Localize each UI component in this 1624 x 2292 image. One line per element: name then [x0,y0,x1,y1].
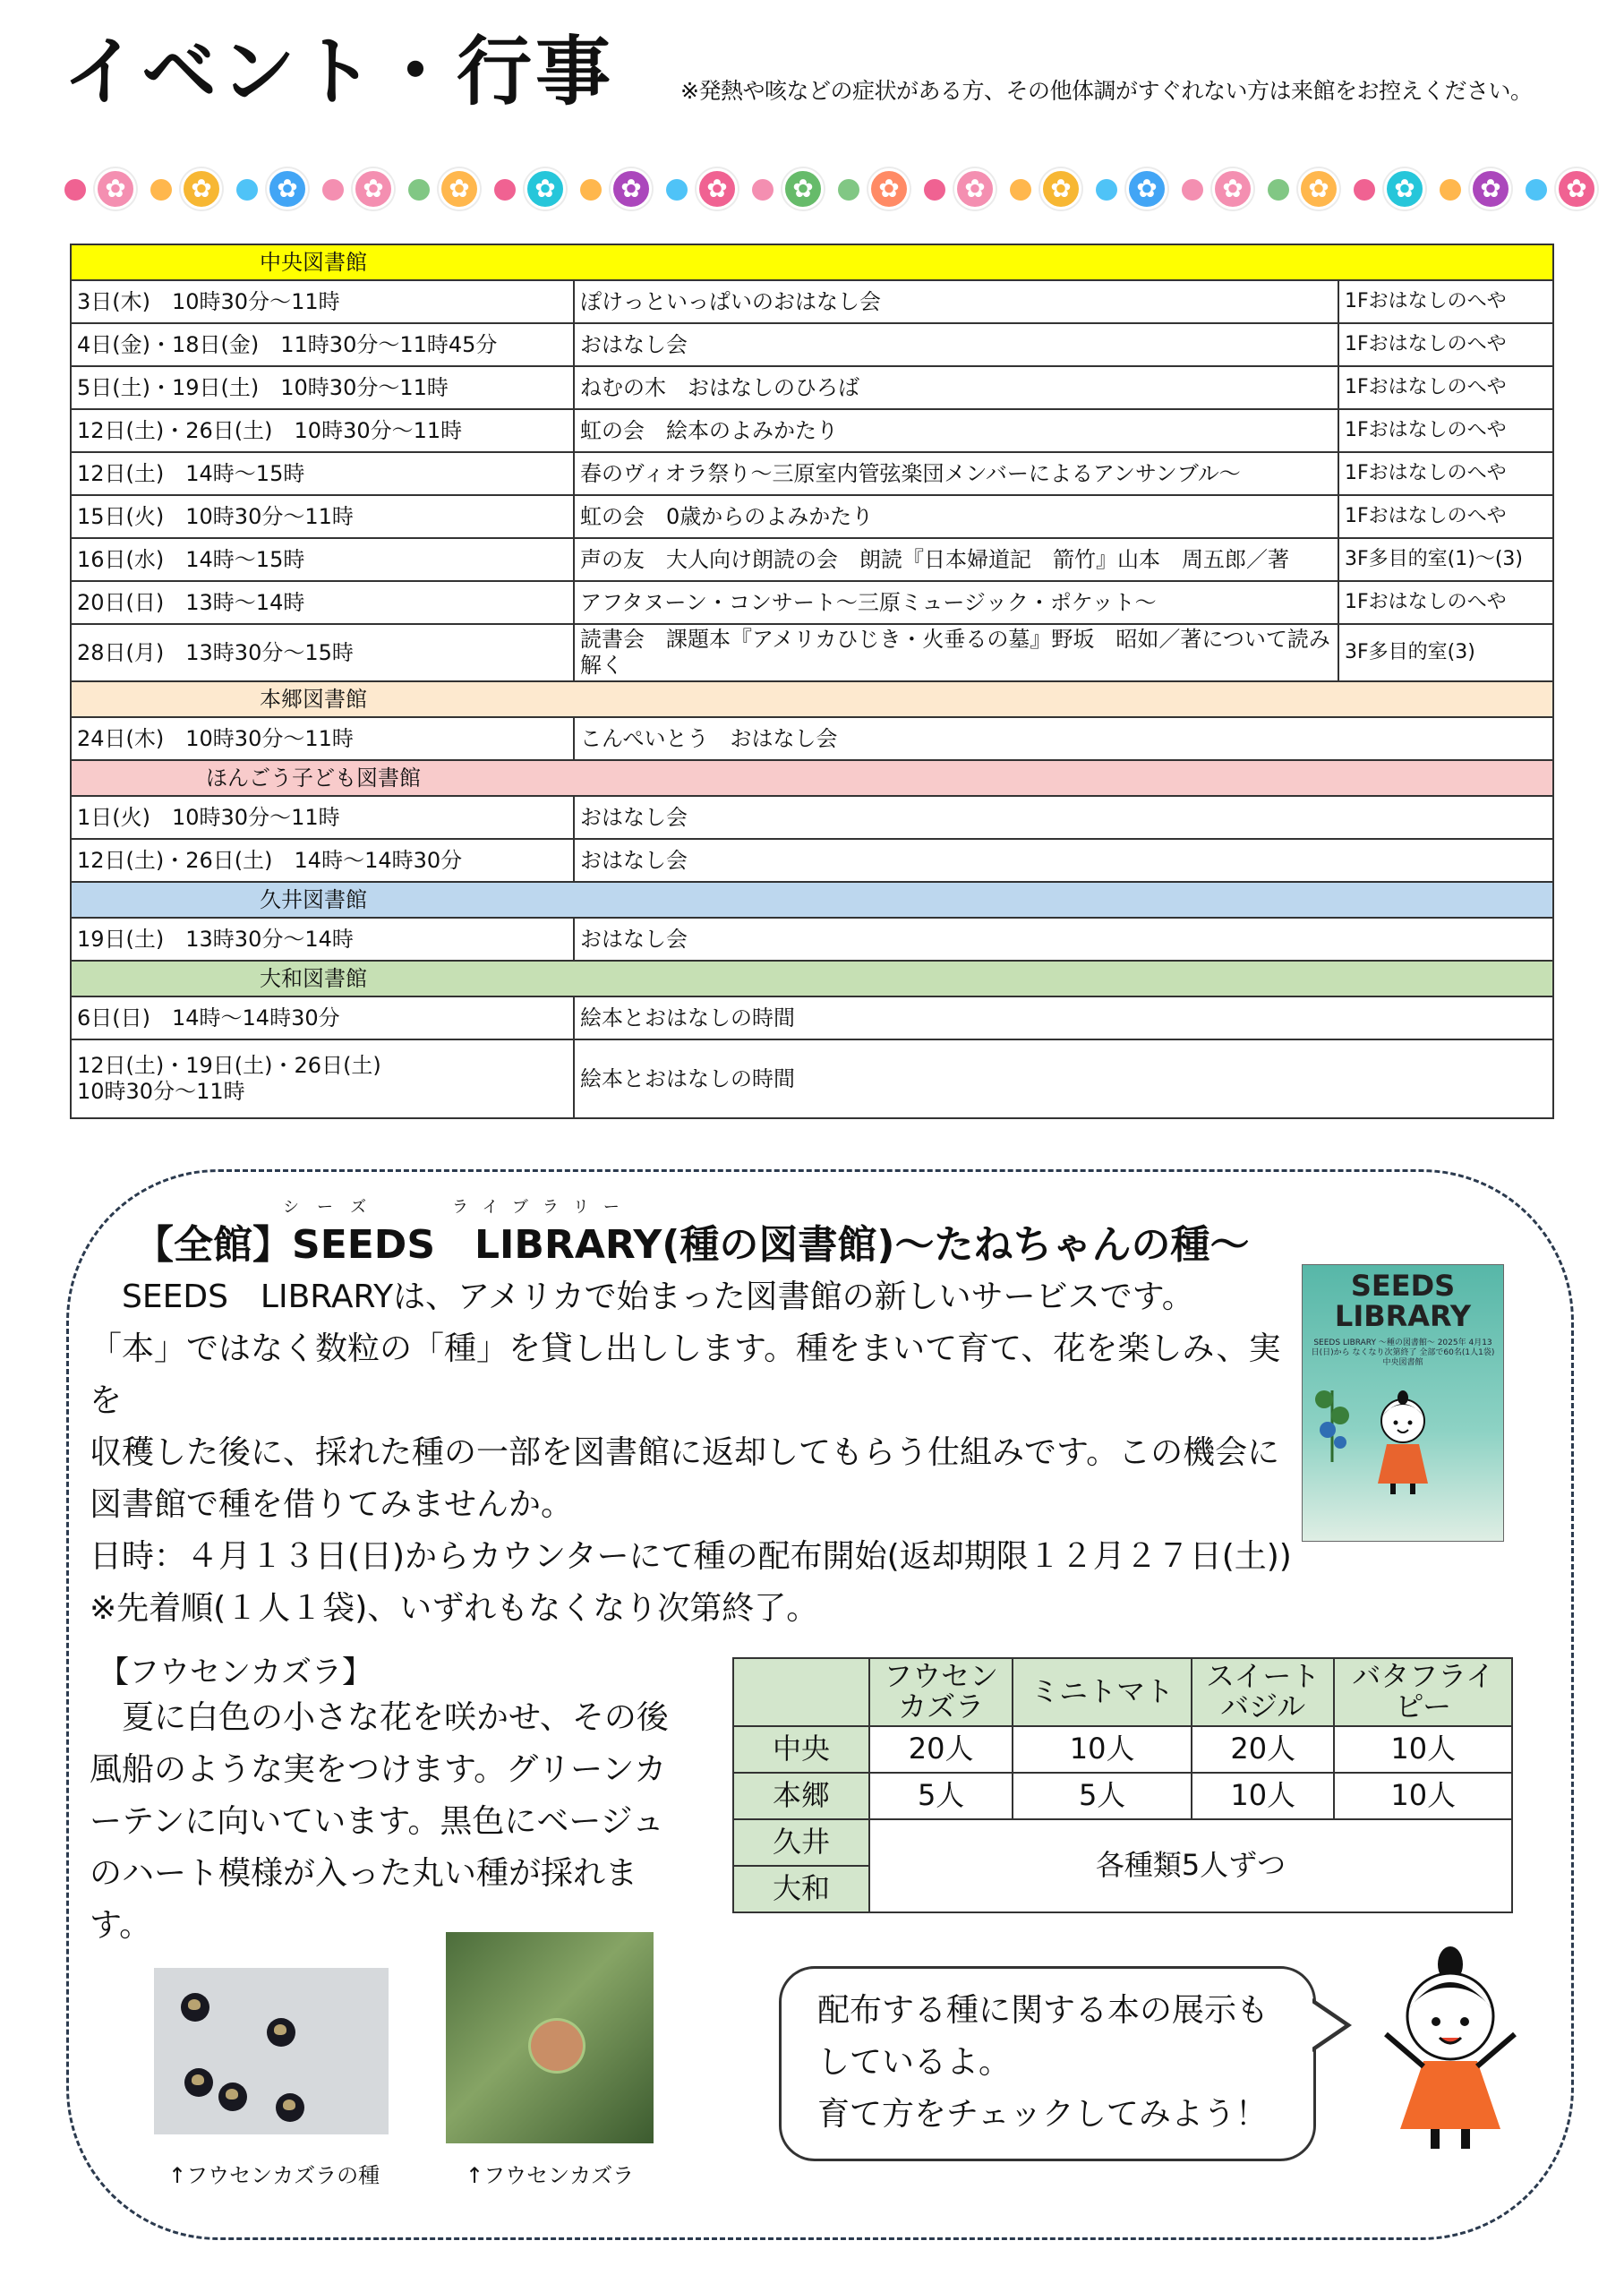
table-row [71,839,1553,882]
event-title: ぽけっといっぱいのおはなし会 [574,280,1338,323]
health-notice: ※発熱や咳などの症状がある方、その他体調がすぐれない方は来館をお控えください。 [680,78,1533,104]
plant-photo [446,1932,654,2143]
flower-icon [697,168,738,210]
flower-icon [1298,168,1339,210]
quota-cell: 20人 [869,1726,1013,1773]
seed-header [1192,1658,1334,1726]
flower-icon [439,168,480,210]
table-row [733,1726,1512,1773]
flower-border [64,163,1586,213]
header-blank-cell [733,1658,869,1726]
plant-photo-caption: ↑フウセンカズラ [466,2163,635,2188]
seed-header-line2: カズラ [898,1689,985,1723]
event-title: 読書会 課題本『アメリカひじき・火垂るの墓』野坂 昭如／著について読み解く [574,624,1338,681]
quota-cell: 5人 [869,1773,1013,1819]
border-dot [580,179,602,201]
event-title: おはなし会 [574,323,1338,366]
section-name: 大和図書館 [71,961,1553,996]
speech-line: 育て方をチェックしてみよう！ [817,2096,1268,2133]
seed-header-line1: バタフライ [1352,1659,1495,1694]
seed-header-line2: バジル [1220,1689,1306,1723]
fusenkazura-line: のハート模様が入った丸い種が採れます。 [90,1855,638,1944]
flower-icon [525,168,566,210]
event-date: 28日(月) 13時30分～15時 [71,624,574,681]
flower-icon [1040,168,1081,210]
flower-icon [868,168,910,210]
balloon-fruit [528,2018,585,2074]
section-hongo-kids [71,760,1553,796]
event-date: 12日(土)・26日(土) 14時～14時30分 [71,839,574,882]
flower-icon [95,168,136,210]
event-place: 3F多目的室(1)～(3) [1338,538,1553,581]
quota-cell: 20人 [1192,1726,1334,1773]
description-line: 日時：４月１３日(日)からカウンターにて種の配布開始(返却期限１２月２７日(土)) [90,1538,1292,1575]
border-dot [1010,179,1031,201]
section-hongo [71,681,1553,717]
border-dot [924,179,945,201]
event-place: 1Fおはなしのへや [1338,452,1553,495]
seed-header [1334,1658,1512,1726]
seed-header-line1: フウセン [884,1659,999,1694]
table-row [71,918,1553,961]
flower-icon [611,168,652,210]
event-title: こんぺいとう おはなし会 [574,717,1553,760]
table-row [71,581,1553,624]
event-date: 12日(土)・26日(土) 10時30分～11時 [71,409,574,452]
seed [181,1993,209,2022]
branch-name: 大和 [733,1866,869,1912]
event-place: 1Fおはなしのへや [1338,280,1553,323]
merged-quota-note: 各種類5人ずつ [869,1819,1512,1912]
quota-cell: 10人 [1013,1726,1192,1773]
border-dot [666,179,688,201]
seed-photo-caption: ↑フウセンカズラの種 [168,2163,380,2188]
event-place: 3F多目的室(3) [1338,624,1553,681]
flower-icon [1126,168,1167,210]
ruby-seeds: シーズ [283,1198,385,1217]
event-place: 1Fおはなしのへや [1338,323,1553,366]
branch-name: 本郷 [733,1773,869,1819]
event-title: 絵本とおはなしの時間 [574,1039,1553,1118]
seed-header-line2: ピー [1395,1689,1452,1723]
flower-icon [1212,168,1253,210]
seed-header-line1: スイート [1206,1659,1321,1694]
speech-text [817,1985,1269,2141]
event-title: 声の友 大人向け朗読の会 朗読『日本婦道記 箭竹』山本 周五郎／著 [574,538,1338,581]
flower-icon [1556,168,1597,210]
event-place: 1Fおはなしのへや [1338,409,1553,452]
section-name: 本郷図書館 [71,681,1553,717]
table-row [71,452,1553,495]
poster-title-line1: SEEDS [1350,1269,1456,1303]
border-dot [1440,179,1461,201]
border-dot [838,179,859,201]
section-name: 中央図書館 [71,244,1553,280]
event-date: 6日(日) 14時～14時30分 [71,996,574,1039]
border-dot [752,179,774,201]
table-header-row [733,1658,1512,1726]
table-row [733,1773,1512,1819]
branch-name: 中央 [733,1726,869,1773]
description-line: ※先着順(１人１袋)、いずれもなくなり次第終了。 [90,1590,819,1627]
fusenkazura-line: ーテンに向いています。黒色にベージュ [90,1803,664,1840]
event-date: 12日(土) 14時～15時 [71,452,574,495]
distribution-table [732,1657,1513,1913]
event-date: 3日(木) 10時30分～11時 [71,280,574,323]
event-title: おはなし会 [574,796,1553,839]
border-dot [1268,179,1289,201]
quota-cell: 5人 [1013,1773,1192,1819]
event-title: おはなし会 [574,839,1553,882]
speech-bubble [779,1966,1316,2161]
event-date: 24日(木) 10時30分～11時 [71,717,574,760]
border-dot [408,179,430,201]
section-name: 久井図書館 [71,882,1553,918]
seeds-description [90,1271,1307,1635]
table-row [71,495,1553,538]
event-date: 15日(火) 10時30分～11時 [71,495,574,538]
event-title: おはなし会 [574,918,1553,961]
border-dot [150,179,172,201]
fusenkazura-line: 風船のような実をつけます。グリーンカ [90,1751,667,1788]
table-row [71,538,1553,581]
plant-illustration [1310,1373,1355,1462]
ruby-library: ライブラリー [452,1198,634,1217]
event-place: 1Fおはなしのへや [1338,495,1553,538]
event-date-line1: 12日(土)・19日(土)・26日(土) [77,1053,381,1079]
border-dot [322,179,344,201]
border-dot [1354,179,1375,201]
seed [276,2093,304,2122]
event-date: 16日(水) 14時～15時 [71,538,574,581]
event-title: アフタヌーン・コンサート～三原ミュージック・ポケット～ [574,581,1338,624]
event-date: 19日(土) 13時30分～14時 [71,918,574,961]
border-dot [236,179,258,201]
fusenkazura-line: 夏に白色の小さな花を咲かせ、その後 [90,1699,669,1736]
flower-icon [1384,168,1425,210]
description-line: 図書館で種を借りてみませんか。 [90,1486,574,1523]
seed-photo [154,1968,389,2134]
event-title: 絵本とおはなしの時間 [574,996,1553,1039]
seed-header-line1: ミニトマト [1030,1674,1175,1709]
seed [184,2068,213,2097]
seeds-library-poster [1302,1264,1504,1542]
table-row [71,996,1553,1039]
speech-bubble-tail-fill [1311,2002,1345,2048]
fusenkazura-description [90,1692,698,1952]
event-title: 虹の会 0歳からのよみかたり [574,495,1338,538]
event-date [71,1039,574,1118]
event-place: 1Fおはなしのへや [1338,366,1553,409]
poster-small-text: SEEDS LIBRARY ～種の図書館～ 2025年 4月13日(日)から なくなり次第終了 全部で60名(1人1袋) 中央図書館 [1311,1338,1495,1367]
speech-line: 配布する種に関する本の展示も [817,1992,1269,2029]
border-dot [1526,179,1547,201]
events-table [70,244,1554,1119]
section-kui [71,882,1553,918]
section-central [71,244,1553,280]
seed [267,2018,295,2047]
event-date: 5日(土)・19日(土) 10時30分～11時 [71,366,574,409]
flower-icon [353,168,394,210]
description-line: 収穫した後に、採れた種の一部を図書館に返却してもらう仕組みです。この機会に [90,1434,1280,1471]
flower-icon [782,168,824,210]
girl-illustration [1362,1390,1444,1496]
event-date: 20日(日) 13時～14時 [71,581,574,624]
seed [218,2082,247,2111]
event-title: ねむの木 おはなしのひろば [574,366,1338,409]
flower-icon [1470,168,1511,210]
border-dot [64,179,86,201]
table-row [733,1819,1512,1866]
table-row [71,796,1553,839]
page-title: イベント・行事 [63,28,615,115]
event-date: 4日(金)・18日(金) 11時30分～11時45分 [71,323,574,366]
fusenkazura-heading: 【フウセンカズラ】 [98,1655,372,1690]
table-row [71,1039,1553,1118]
speech-line: しているよ。 [817,2044,1012,2081]
event-date: 1日(火) 10時30分～11時 [71,796,574,839]
description-line: SEEDS LIBRARYは、アメリカで始まった図書館の新しいサービスです。 [90,1279,1194,1315]
border-dot [494,179,516,201]
quota-cell: 10人 [1334,1726,1512,1773]
table-row [71,280,1553,323]
border-dot [1096,179,1117,201]
poster-title-line2: LIBRARY [1334,1299,1472,1333]
seed-header [1013,1658,1192,1726]
event-title: 春のヴィオラ祭り～三原室内管弦楽団メンバーによるアンサンブル～ [574,452,1338,495]
poster-title [1303,1270,1503,1331]
event-date-line2: 10時30分～11時 [77,1079,245,1104]
section-yamato [71,961,1553,996]
table-row [71,366,1553,409]
tane-chan-mascot [1368,1945,1533,2152]
table-row [71,717,1553,760]
quota-cell: 10人 [1334,1773,1512,1819]
table-row [71,323,1553,366]
description-line: 「本」ではなく数粒の「種」を貸し出しします。種をまいて育て、花を楽しみ、実を [90,1330,1281,1419]
seed-header [869,1658,1013,1726]
section-name: ほんごう子ども図書館 [71,760,1553,796]
border-dot [1182,179,1203,201]
branch-name: 久井 [733,1819,869,1866]
flower-icon [181,168,222,210]
flower-icon [267,168,308,210]
event-title: 虹の会 絵本のよみかたり [574,409,1338,452]
quota-cell: 10人 [1192,1773,1334,1819]
event-place: 1Fおはなしのへや [1338,581,1553,624]
table-row [71,624,1553,681]
table-row [71,409,1553,452]
seeds-library-title: 【全館】SEEDS LIBRARY(種の図書館)～たねちゃんの種～ [134,1222,1250,1268]
flower-icon [954,168,996,210]
